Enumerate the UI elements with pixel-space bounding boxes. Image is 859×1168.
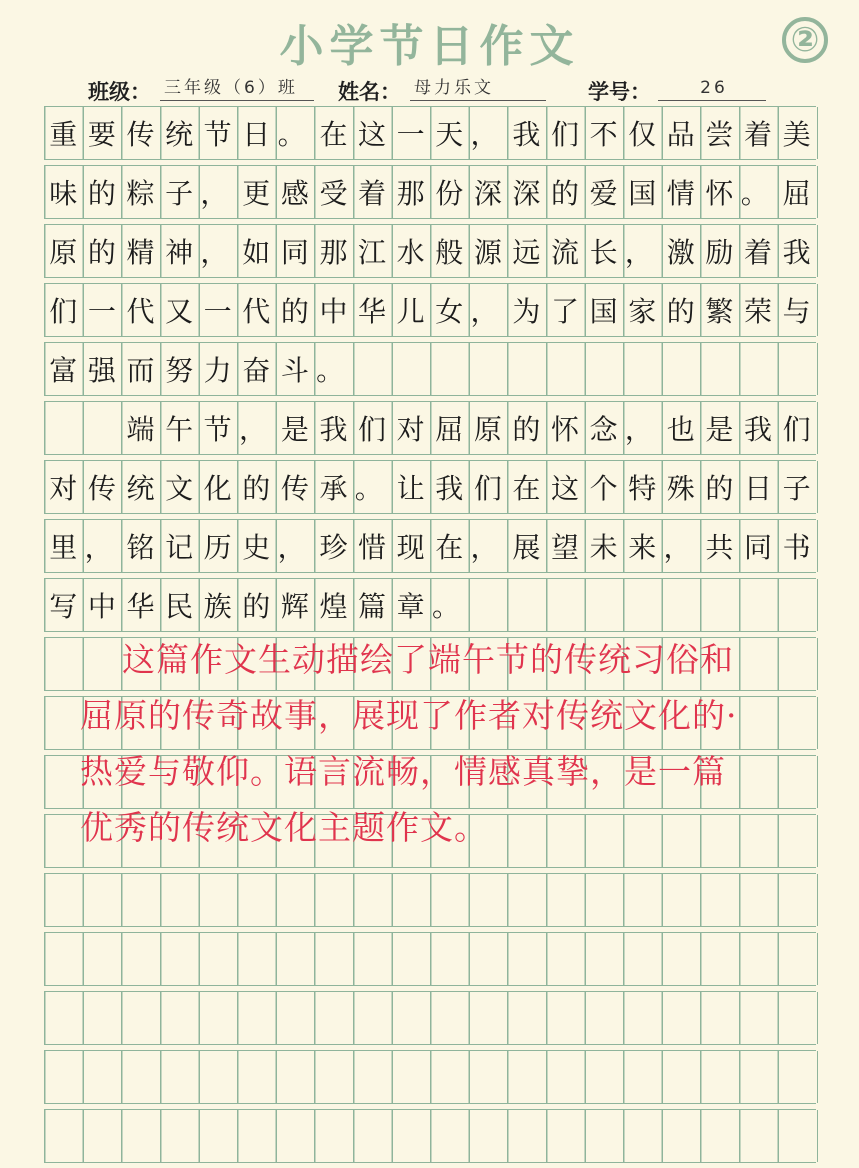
essay-char	[44, 402, 83, 453]
essay-char: 承	[319, 471, 348, 505]
essay-char: 对	[396, 412, 425, 446]
essay-char: 在	[319, 117, 348, 151]
essay-char: 篇	[358, 589, 387, 623]
essay-char: 长	[589, 235, 618, 269]
essay-char: 族	[203, 589, 232, 623]
essay-char: 传	[87, 471, 116, 505]
grid-row	[44, 401, 816, 455]
essay-char: 文	[165, 471, 194, 505]
essay-char: 记	[165, 530, 194, 564]
essay-char: 端	[126, 412, 155, 446]
essay-char: 子	[165, 176, 194, 210]
essay-char: 煌	[319, 589, 348, 623]
essay-char: 民	[165, 589, 194, 623]
essay-char: 的	[242, 471, 271, 505]
essay-char: 统	[165, 117, 194, 151]
essay-char: 日	[242, 117, 271, 151]
essay-char: 江	[358, 235, 387, 269]
essay-char: 书	[782, 530, 811, 564]
essay-char: 味	[49, 176, 78, 210]
essay-char: 国	[628, 176, 657, 210]
essay-char: 们	[473, 471, 502, 505]
name-label: 姓名：	[338, 80, 401, 104]
essay-char: 尝	[705, 117, 734, 151]
essay-char: 怀	[705, 176, 734, 210]
essay-char: 力	[203, 353, 232, 387]
essay-char: 份	[435, 176, 464, 210]
essay-char: 化	[203, 471, 232, 505]
essay-char: 中	[87, 589, 116, 623]
essay-char: 繁	[705, 294, 734, 328]
essay-char: ，	[470, 117, 499, 151]
essay-char: 流	[551, 235, 580, 269]
essay-char: 一	[396, 117, 425, 151]
essay-char: 情	[666, 176, 695, 210]
grid-row	[44, 106, 816, 160]
essay-char: 们	[782, 412, 811, 446]
essay-char: 着	[743, 235, 772, 269]
grid-cells	[44, 461, 816, 512]
essay-char: 的	[280, 294, 309, 328]
grid-row	[44, 283, 816, 337]
essay-char: 斗	[280, 353, 309, 387]
essay-char: 。	[740, 176, 769, 210]
essay-char: 我	[743, 412, 772, 446]
essay-char: 是	[280, 412, 309, 446]
essay-char: 着	[358, 176, 387, 210]
essay-char: 。	[277, 117, 306, 151]
essay-char: 怀	[551, 412, 580, 446]
essay-char: 。	[431, 589, 460, 623]
grid-cells	[44, 225, 816, 276]
essay-char: 。	[354, 471, 383, 505]
essay-char: 也	[666, 412, 695, 446]
essay-char	[83, 402, 122, 453]
grid-cells	[44, 579, 469, 630]
grid-row	[44, 519, 816, 573]
essay-char: 激	[666, 235, 695, 269]
essay-char: 水	[396, 235, 425, 269]
student-info-bar	[0, 72, 859, 106]
essay-char: 的	[705, 471, 734, 505]
essay-char: ，	[200, 176, 229, 210]
essay-char: 中	[319, 294, 348, 328]
essay-char: 原	[49, 235, 78, 269]
grid-cells	[44, 520, 816, 571]
essay-char: 写	[49, 589, 78, 623]
essay-char: 对	[49, 471, 78, 505]
essay-char: 为	[512, 294, 541, 328]
essay-char: 节	[203, 412, 232, 446]
essay-char: 受	[319, 176, 348, 210]
essay-char: 我	[782, 235, 811, 269]
essay-char: 们	[551, 117, 580, 151]
essay-char: 远	[512, 235, 541, 269]
comment-line: 这篇作文生动描绘了端午节的传统习俗和	[122, 640, 734, 679]
essay-char: 辉	[280, 589, 309, 623]
essay-char: 屈	[435, 412, 464, 446]
essay-char: 统	[126, 471, 155, 505]
grid-row	[44, 342, 816, 396]
page-number-badge: ②	[782, 17, 828, 63]
essay-char: 日	[743, 471, 772, 505]
essay-char: 屈	[782, 176, 811, 210]
grid-row	[44, 1109, 816, 1163]
essay-char: 里	[49, 530, 78, 564]
essay-char: 我	[512, 117, 541, 151]
class-label: 班级：	[88, 80, 151, 104]
essay-char: 这	[358, 117, 387, 151]
essay-char: 让	[396, 471, 425, 505]
essay-char: ，	[470, 530, 499, 564]
grid-row	[44, 1050, 816, 1104]
essay-char: 一	[87, 294, 116, 328]
grid-cells	[44, 402, 816, 453]
essay-char: 要	[87, 117, 116, 151]
essay-char: 子	[782, 471, 811, 505]
essay-char: 在	[512, 471, 541, 505]
essay-char: 殊	[666, 471, 695, 505]
essay-char: 那	[319, 235, 348, 269]
essay-char: 强	[87, 353, 116, 387]
essay-char: 未	[589, 530, 618, 564]
grid-row	[44, 460, 816, 514]
essay-char: 展	[512, 530, 541, 564]
essay-char: 历	[203, 530, 232, 564]
essay-char: 华	[358, 294, 387, 328]
essay-char: 深	[512, 176, 541, 210]
essay-char: 家	[628, 294, 657, 328]
essay-char: 不	[589, 117, 618, 151]
essay-char: 午	[165, 412, 194, 446]
essay-char: 的	[87, 235, 116, 269]
essay-char: 深	[473, 176, 502, 210]
essay-char: 如	[242, 235, 271, 269]
essay-char: 是	[705, 412, 734, 446]
comment-line: 热爱与敬仰。语言流畅，情感真挚，是一篇	[80, 752, 726, 791]
essay-char: 奋	[242, 353, 271, 387]
essay-char: 一	[203, 294, 232, 328]
essay-char: 现	[396, 530, 425, 564]
essay-char: 了	[551, 294, 580, 328]
essay-char: 传	[126, 117, 155, 151]
grid-cells	[44, 166, 816, 217]
essay-char: 重	[49, 117, 78, 151]
essay-char: ，	[238, 412, 267, 446]
essay-char: 们	[49, 294, 78, 328]
student-id-value: 26	[658, 76, 766, 101]
essay-char: 神	[165, 235, 194, 269]
essay-char: 传	[280, 471, 309, 505]
grid-row	[44, 991, 816, 1045]
grid-row	[44, 932, 816, 986]
essay-char: 女	[435, 294, 464, 328]
essay-char: 的	[87, 176, 116, 210]
essay-char: 爱	[589, 176, 618, 210]
essay-char: ，	[663, 530, 692, 564]
essay-char: 天	[435, 117, 464, 151]
essay-char: 们	[358, 412, 387, 446]
essay-char: 与	[782, 294, 811, 328]
essay-char: 华	[126, 589, 155, 623]
essay-char: 荣	[743, 294, 772, 328]
grid-row	[44, 873, 816, 927]
essay-char: 儿	[396, 294, 425, 328]
grid-row	[44, 224, 816, 278]
essay-char: 的	[666, 294, 695, 328]
essay-char: 而	[126, 353, 155, 387]
page-title: 小学节日作文	[279, 21, 580, 72]
essay-char: ，	[624, 235, 653, 269]
essay-char: 美	[782, 117, 811, 151]
essay-char: 史	[242, 530, 271, 564]
essay-char: 感	[280, 176, 309, 210]
essay-char: 惜	[358, 530, 387, 564]
essay-char: 珍	[319, 530, 348, 564]
essay-char: 仅	[628, 117, 657, 151]
essay-char: 着	[743, 117, 772, 151]
comment-line: 屈原的传奇故事，展现了作者对传统文化的·	[80, 696, 738, 735]
essay-char: 粽	[126, 176, 155, 210]
essay-char: 代	[126, 294, 155, 328]
class-value: 三年级（6）班	[160, 76, 314, 101]
grid-cells	[44, 107, 816, 158]
essay-char: 的	[242, 589, 271, 623]
essay-char: 。	[316, 353, 345, 387]
essay-char: 章	[396, 589, 425, 623]
essay-char: 般	[435, 235, 464, 269]
essay-char: 念	[589, 412, 618, 446]
essay-char: 原	[473, 412, 502, 446]
essay-char: ，	[200, 235, 229, 269]
essay-char: ，	[470, 294, 499, 328]
essay-char: 精	[126, 235, 155, 269]
essay-char: 在	[435, 530, 464, 564]
essay-char: 特	[628, 471, 657, 505]
essay-char: 励	[705, 235, 734, 269]
comment-line: 优秀的传统文化主题作文。	[80, 808, 488, 847]
grid-row	[44, 165, 816, 219]
essay-char: 同	[743, 530, 772, 564]
essay-char: 品	[666, 117, 695, 151]
essay-char: 个	[589, 471, 618, 505]
essay-char: 同	[280, 235, 309, 269]
essay-char: 那	[396, 176, 425, 210]
essay-char: 代	[242, 294, 271, 328]
grid-cells	[44, 284, 816, 335]
name-value: 母力乐文	[410, 76, 546, 101]
essay-char: 源	[473, 235, 502, 269]
essay-char: 节	[203, 117, 232, 151]
essay-char: 我	[319, 412, 348, 446]
grid-row	[44, 578, 816, 632]
essay-char: 努	[165, 353, 194, 387]
essay-char: ，	[84, 530, 113, 564]
student-id-label: 学号：	[588, 80, 651, 104]
essay-char: 共	[705, 530, 734, 564]
essay-char: 这	[551, 471, 580, 505]
essay-char: 我	[435, 471, 464, 505]
essay-char: 的	[512, 412, 541, 446]
essay-char: 来	[628, 530, 657, 564]
essay-char: 国	[589, 294, 618, 328]
essay-char: 更	[242, 176, 271, 210]
essay-char: 富	[49, 353, 78, 387]
grid-cells	[44, 343, 353, 394]
essay-char: 望	[551, 530, 580, 564]
essay-char: 的	[551, 176, 580, 210]
essay-char: 又	[165, 294, 194, 328]
essay-char: ，	[624, 412, 653, 446]
essay-char: ，	[277, 530, 306, 564]
essay-char: 铭	[126, 530, 155, 564]
